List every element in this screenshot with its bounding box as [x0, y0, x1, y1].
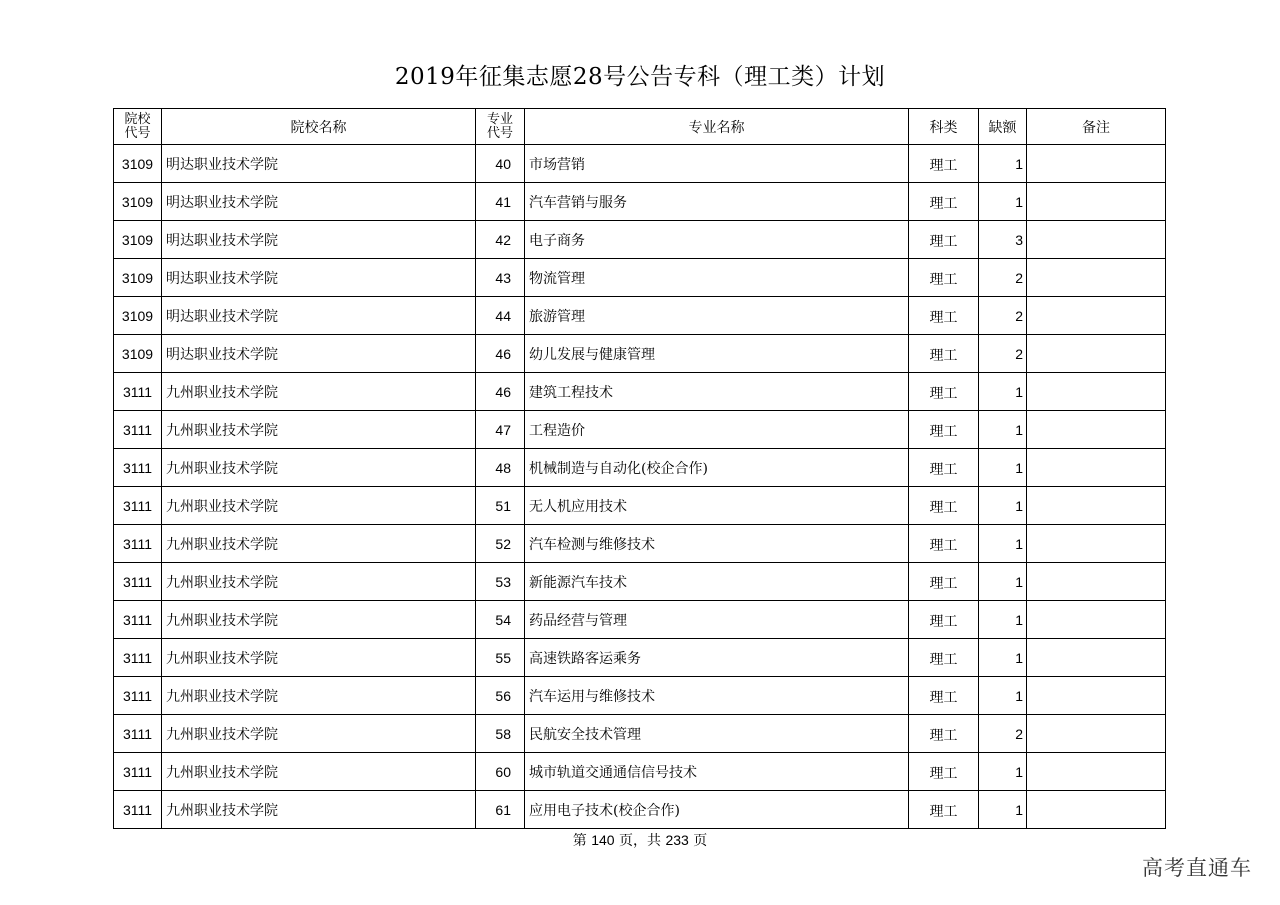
cell-school-code: 3111: [114, 487, 162, 525]
table-row: [114, 297, 1166, 335]
cell-school-name: 明达职业技术学院: [162, 297, 476, 335]
header-school-code-line2: 代号: [124, 125, 151, 141]
cell-major-name: 汽车营销与服务: [525, 183, 909, 221]
cell-major-code: 46: [476, 373, 525, 411]
cell-major-code: 58: [476, 715, 525, 753]
cell-remarks: [1027, 563, 1166, 601]
cell-school-name: 明达职业技术学院: [162, 183, 476, 221]
cell-remarks: [1027, 487, 1166, 525]
cell-school-name: 九州职业技术学院: [162, 411, 476, 449]
cell-school-code: 3111: [114, 449, 162, 487]
cell-major-code: 44: [476, 297, 525, 335]
cell-remarks: [1027, 753, 1166, 791]
cell-shortage: 2: [979, 259, 1027, 297]
cell-remarks: [1027, 601, 1166, 639]
cell-school-code: 3111: [114, 639, 162, 677]
cell-school-code: 3111: [114, 373, 162, 411]
cell-school-name: 九州职业技术学院: [162, 563, 476, 601]
cell-category: 理工: [909, 487, 979, 525]
cell-major-name: 机械制造与自动化(校企合作): [525, 449, 909, 487]
cell-major-code: 41: [476, 183, 525, 221]
cell-shortage: 1: [979, 487, 1027, 525]
cell-school-code: 3109: [114, 183, 162, 221]
cell-category: 理工: [909, 335, 979, 373]
header-major-code-line1: 专业: [486, 111, 513, 127]
table-row: [114, 601, 1166, 639]
table-row: [114, 183, 1166, 221]
header-category: 科类: [909, 109, 979, 145]
cell-remarks: [1027, 411, 1166, 449]
cell-major-name: 市场营销: [525, 145, 909, 183]
cell-school-name: 九州职业技术学院: [162, 487, 476, 525]
cell-shortage: 1: [979, 373, 1027, 411]
footer-total-pages: 233: [665, 832, 689, 848]
cell-school-code: 3111: [114, 791, 162, 829]
cell-school-code: 3111: [114, 601, 162, 639]
cell-school-name: 九州职业技术学院: [162, 525, 476, 563]
cell-major-name: 物流管理: [525, 259, 909, 297]
table-row: [114, 449, 1166, 487]
cell-school-name: 九州职业技术学院: [162, 601, 476, 639]
cell-major-code: 48: [476, 449, 525, 487]
cell-shortage: 2: [979, 715, 1027, 753]
cell-category: 理工: [909, 373, 979, 411]
header-major-code: [476, 109, 525, 145]
cell-major-code: 60: [476, 753, 525, 791]
cell-major-code: 42: [476, 221, 525, 259]
cell-major-name: 汽车检测与维修技术: [525, 525, 909, 563]
cell-major-name: 药品经营与管理: [525, 601, 909, 639]
table-row: [114, 373, 1166, 411]
cell-school-name: 明达职业技术学院: [162, 335, 476, 373]
cell-category: 理工: [909, 601, 979, 639]
header-shortage: 缺额: [979, 109, 1027, 145]
cell-major-name: 新能源汽车技术: [525, 563, 909, 601]
table-row: [114, 525, 1166, 563]
cell-category: 理工: [909, 449, 979, 487]
cell-remarks: [1027, 791, 1166, 829]
cell-shortage: 1: [979, 145, 1027, 183]
footer-middle: 页，共: [614, 833, 666, 849]
table-row: [114, 145, 1166, 183]
cell-major-code: 61: [476, 791, 525, 829]
footer-suffix: 页: [688, 833, 708, 849]
table-row: [114, 259, 1166, 297]
cell-category: 理工: [909, 563, 979, 601]
cell-major-name: 应用电子技术(校企合作): [525, 791, 909, 829]
cell-major-name: 工程造价: [525, 411, 909, 449]
cell-shortage: 1: [979, 525, 1027, 563]
cell-shortage: 1: [979, 411, 1027, 449]
cell-school-code: 3111: [114, 411, 162, 449]
cell-remarks: [1027, 639, 1166, 677]
cell-remarks: [1027, 259, 1166, 297]
table-row: [114, 677, 1166, 715]
table-row: [114, 411, 1166, 449]
cell-category: 理工: [909, 525, 979, 563]
header-remarks: 备注: [1027, 109, 1166, 145]
cell-school-name: 明达职业技术学院: [162, 145, 476, 183]
cell-remarks: [1027, 525, 1166, 563]
cell-school-name: 明达职业技术学院: [162, 221, 476, 259]
cell-category: 理工: [909, 753, 979, 791]
table-row: [114, 791, 1166, 829]
cell-category: 理工: [909, 411, 979, 449]
cell-remarks: [1027, 221, 1166, 259]
cell-school-code: 3111: [114, 677, 162, 715]
cell-shortage: 1: [979, 183, 1027, 221]
cell-major-code: 52: [476, 525, 525, 563]
cell-major-name: 建筑工程技术: [525, 373, 909, 411]
cell-school-code: 3111: [114, 525, 162, 563]
cell-school-name: 九州职业技术学院: [162, 791, 476, 829]
cell-school-code: 3111: [114, 715, 162, 753]
cell-school-name: 九州职业技术学院: [162, 449, 476, 487]
cell-category: 理工: [909, 677, 979, 715]
cell-school-name: 九州职业技术学院: [162, 373, 476, 411]
cell-major-code: 54: [476, 601, 525, 639]
cell-category: 理工: [909, 639, 979, 677]
cell-major-code: 51: [476, 487, 525, 525]
cell-school-code: 3109: [114, 145, 162, 183]
table-row: [114, 753, 1166, 791]
header-major-name: 专业名称: [525, 109, 909, 145]
table-row: [114, 639, 1166, 677]
page-title: 2019年征集志愿28号公告专科（理工类）计划: [394, 64, 886, 90]
header-major-code-line2: 代号: [486, 125, 513, 141]
cell-major-name: 无人机应用技术: [525, 487, 909, 525]
table-row: [114, 221, 1166, 259]
cell-remarks: [1027, 335, 1166, 373]
cell-shortage: 1: [979, 791, 1027, 829]
cell-school-code: 3109: [114, 259, 162, 297]
cell-major-code: 40: [476, 145, 525, 183]
header-school-code: [114, 109, 162, 145]
cell-remarks: [1027, 373, 1166, 411]
cell-major-code: 47: [476, 411, 525, 449]
cell-major-code: 56: [476, 677, 525, 715]
cell-school-code: 3109: [114, 221, 162, 259]
cell-school-code: 3109: [114, 335, 162, 373]
header-school-name: 院校名称: [162, 109, 476, 145]
cell-school-code: 3111: [114, 753, 162, 791]
cell-remarks: [1027, 715, 1166, 753]
table-body: [114, 145, 1166, 829]
cell-school-name: 九州职业技术学院: [162, 715, 476, 753]
cell-shortage: 1: [979, 753, 1027, 791]
cell-shortage: 1: [979, 563, 1027, 601]
cell-major-name: 民航安全技术管理: [525, 715, 909, 753]
cell-category: 理工: [909, 259, 979, 297]
cell-major-name: 汽车运用与维修技术: [525, 677, 909, 715]
cell-remarks: [1027, 297, 1166, 335]
table-row: [114, 335, 1166, 373]
cell-category: 理工: [909, 221, 979, 259]
table-row: [114, 563, 1166, 601]
page-footer: [0, 830, 1280, 850]
watermark: 高考直通车: [1142, 856, 1252, 880]
cell-major-code: 46: [476, 335, 525, 373]
footer-page-number: 140: [591, 832, 615, 848]
cell-shortage: 3: [979, 221, 1027, 259]
cell-shortage: 2: [979, 335, 1027, 373]
cell-major-code: 55: [476, 639, 525, 677]
cell-major-name: 城市轨道交通通信信号技术: [525, 753, 909, 791]
table-row: [114, 715, 1166, 753]
cell-category: 理工: [909, 791, 979, 829]
cell-category: 理工: [909, 297, 979, 335]
cell-school-name: 明达职业技术学院: [162, 259, 476, 297]
cell-shortage: 1: [979, 601, 1027, 639]
cell-major-name: 旅游管理: [525, 297, 909, 335]
cell-major-name: 幼儿发展与健康管理: [525, 335, 909, 373]
cell-category: 理工: [909, 715, 979, 753]
footer-prefix: 第: [572, 833, 592, 849]
table-header-row: [114, 109, 1166, 145]
cell-remarks: [1027, 183, 1166, 221]
cell-category: 理工: [909, 145, 979, 183]
cell-shortage: 1: [979, 639, 1027, 677]
cell-remarks: [1027, 677, 1166, 715]
cell-major-code: 53: [476, 563, 525, 601]
cell-major-name: 电子商务: [525, 221, 909, 259]
header-school-code-line1: 院校: [124, 111, 151, 127]
cell-major-name: 高速铁路客运乘务: [525, 639, 909, 677]
cell-shortage: 1: [979, 449, 1027, 487]
cell-school-name: 九州职业技术学院: [162, 677, 476, 715]
cell-major-code: 43: [476, 259, 525, 297]
enrollment-plan-table: [113, 108, 1166, 829]
cell-remarks: [1027, 145, 1166, 183]
cell-category: 理工: [909, 183, 979, 221]
table-row: [114, 487, 1166, 525]
cell-school-code: 3111: [114, 563, 162, 601]
cell-shortage: 2: [979, 297, 1027, 335]
cell-school-name: 九州职业技术学院: [162, 639, 476, 677]
cell-school-name: 九州职业技术学院: [162, 753, 476, 791]
cell-remarks: [1027, 449, 1166, 487]
cell-school-code: 3109: [114, 297, 162, 335]
cell-shortage: 1: [979, 677, 1027, 715]
